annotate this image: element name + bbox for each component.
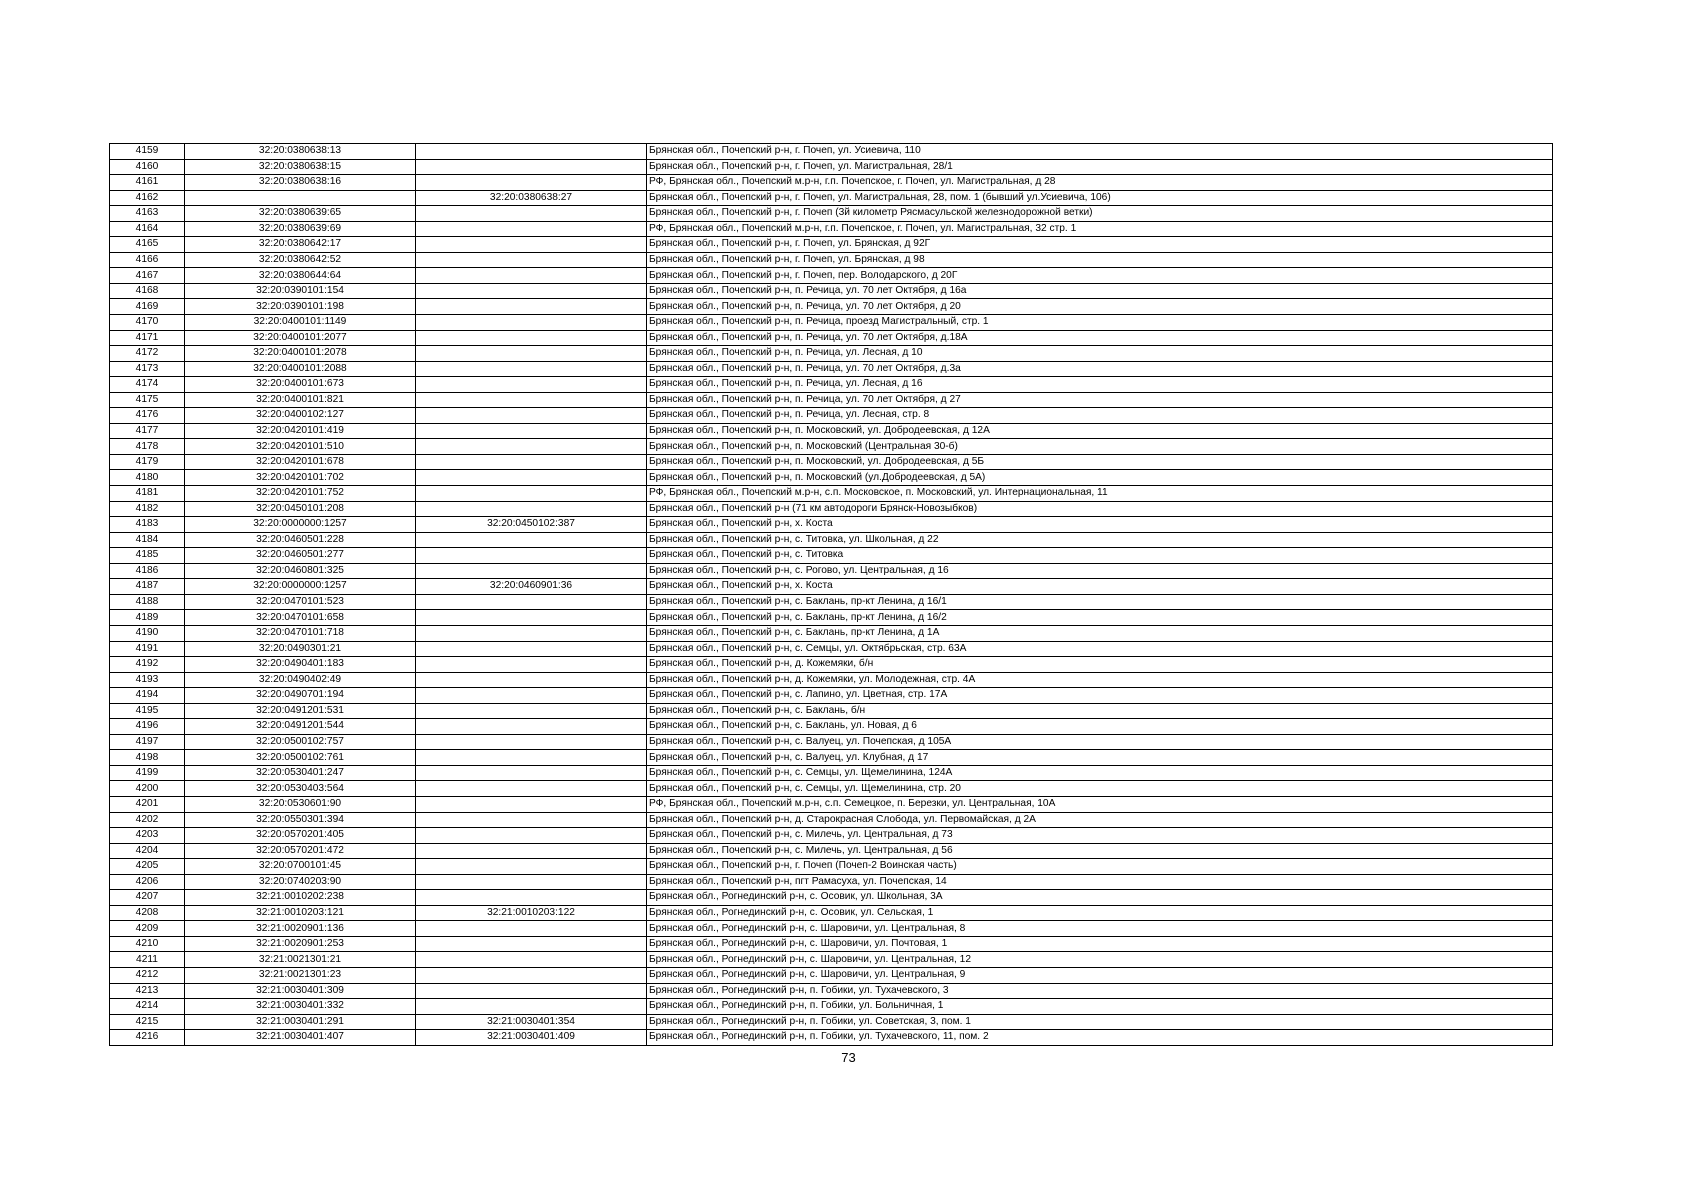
cadastral-number-cell: 32:20:0490402:49 (185, 672, 416, 688)
cadastral-number-cell: 32:20:0380644:64 (185, 268, 416, 284)
address-cell: Брянская обл., Почепский р-н, с. Милечь, ул. Центральная, д 73 (647, 828, 1553, 844)
address-cell: Брянская обл., Почепский р-н, с. Баклань, ул. Новая, д 6 (647, 719, 1553, 735)
cadastral-number-cell: 32:20:0530601:90 (185, 796, 416, 812)
page-number: 73 (841, 1050, 856, 1065)
parent-cadastral-number-cell (416, 548, 647, 564)
cadastral-number-cell: 32:20:0380638:13 (185, 144, 416, 160)
parent-cadastral-number-cell (416, 532, 647, 548)
address-cell: Брянская обл., Почепский р-н, пгт Рамасуха, ул. Почепская, 14 (647, 874, 1553, 890)
address-cell: Брянская обл., Почепский р-н, с. Баклань, пр-кт Ленина, д 16/2 (647, 610, 1553, 626)
cadastral-number-cell: 32:20:0700101:45 (185, 859, 416, 875)
address-cell: РФ, Брянская обл., Почепский м.р-н, с.п. Московское, п. Московский, ул. Интернациональная, 11 (647, 486, 1553, 502)
table-row (110, 796, 1553, 812)
parent-cadastral-number-cell (416, 221, 647, 237)
table-row (110, 252, 1553, 268)
cadastral-number-cell: 32:20:0490301:21 (185, 641, 416, 657)
address-cell: Брянская обл., Почепский р-н, п. Речица, ул. 70 лет Октября, д 27 (647, 392, 1553, 408)
row-number-cell: 4189 (110, 610, 185, 626)
parent-cadastral-number-cell (416, 952, 647, 968)
table-row (110, 952, 1553, 968)
parent-cadastral-number-cell (416, 967, 647, 983)
table-row (110, 439, 1553, 455)
parent-cadastral-number-cell: 32:20:0460901:36 (416, 579, 647, 595)
parent-cadastral-number-cell: 32:21:0030401:409 (416, 1030, 647, 1046)
table-row (110, 346, 1553, 362)
row-number-cell: 4163 (110, 206, 185, 222)
table-row (110, 579, 1553, 595)
table-row (110, 812, 1553, 828)
cadastral-number-cell: 32:20:0570201:405 (185, 828, 416, 844)
table-row (110, 315, 1553, 331)
parent-cadastral-number-cell (416, 657, 647, 673)
address-cell: Брянская обл., Почепский р-н, п. Московский, ул. Добродеевская, д 12А (647, 423, 1553, 439)
address-cell: Брянская обл., Почепский р-н, п. Речица, ул. 70 лет Октября, д 20 (647, 299, 1553, 315)
row-number-cell: 4162 (110, 190, 185, 206)
row-number-cell: 4194 (110, 688, 185, 704)
parent-cadastral-number-cell (416, 828, 647, 844)
row-number-cell: 4168 (110, 283, 185, 299)
cadastral-number-cell: 32:20:0390101:154 (185, 283, 416, 299)
cadastral-number-cell: 32:20:0470101:523 (185, 594, 416, 610)
cadastral-number-cell: 32:21:0021301:21 (185, 952, 416, 968)
parent-cadastral-number-cell (416, 781, 647, 797)
table-row (110, 423, 1553, 439)
row-number-cell: 4188 (110, 594, 185, 610)
cadastral-number-cell: 32:20:0491201:531 (185, 703, 416, 719)
row-number-cell: 4209 (110, 921, 185, 937)
table-row (110, 299, 1553, 315)
parent-cadastral-number-cell (416, 361, 647, 377)
row-number-cell: 4204 (110, 843, 185, 859)
address-cell: Брянская обл., Почепский р-н, х. Коста (647, 579, 1553, 595)
address-cell: Брянская обл., Почепский р-н, п. Московский (ул.Добродеевская, д 5А) (647, 470, 1553, 486)
table-row (110, 532, 1553, 548)
row-number-cell: 4164 (110, 221, 185, 237)
row-number-cell: 4170 (110, 315, 185, 331)
row-number-cell: 4191 (110, 641, 185, 657)
parent-cadastral-number-cell (416, 237, 647, 253)
row-number-cell: 4211 (110, 952, 185, 968)
parent-cadastral-number-cell (416, 392, 647, 408)
row-number-cell: 4198 (110, 750, 185, 766)
table-row (110, 517, 1553, 533)
address-cell: Брянская обл., Почепский р-н, г. Почеп, ул. Магистральная, 28, пом. 1 (бывший ул.Усиевича, 106) (647, 190, 1553, 206)
row-number-cell: 4195 (110, 703, 185, 719)
parent-cadastral-number-cell (416, 594, 647, 610)
address-cell: Брянская обл., Почепский р-н, с. Валуец, ул. Клубная, д 17 (647, 750, 1553, 766)
row-number-cell: 4176 (110, 408, 185, 424)
address-cell: Брянская обл., Почепский р-н, п. Речица, ул. 70 лет Октября, д.3а (647, 361, 1553, 377)
address-cell: Брянская обл., Почепский р-н, г. Почеп, ул. Брянская, д 98 (647, 252, 1553, 268)
address-cell: Брянская обл., Почепский р-н, п. Речица, ул. Лесная, д 16 (647, 377, 1553, 393)
cadastral-number-cell: 32:21:0010202:238 (185, 890, 416, 906)
table-row (110, 921, 1553, 937)
parent-cadastral-number-cell (416, 874, 647, 890)
row-number-cell: 4193 (110, 672, 185, 688)
cadastral-number-cell: 32:20:0380639:69 (185, 221, 416, 237)
address-cell: Брянская обл., Почепский р-н, г. Почеп, ул. Усиевича, 110 (647, 144, 1553, 160)
row-number-cell: 4212 (110, 967, 185, 983)
parent-cadastral-number-cell (416, 501, 647, 517)
address-cell: Брянская обл., Почепский р-н, х. Коста (647, 517, 1553, 533)
row-number-cell: 4210 (110, 936, 185, 952)
table-row (110, 190, 1553, 206)
table-row (110, 657, 1553, 673)
address-cell: Брянская обл., Рогнединский р-н, с. Осовик, ул. Школьная, 3А (647, 890, 1553, 906)
cadastral-number-cell: 32:20:0530403:564 (185, 781, 416, 797)
cadastral-number-cell: 32:21:0020901:253 (185, 936, 416, 952)
address-cell: Брянская обл., Почепский р-н, с. Рогово, ул. Центральная, д 16 (647, 563, 1553, 579)
table-row (110, 734, 1553, 750)
table-row (110, 159, 1553, 175)
cadastral-number-cell: 32:20:0420101:678 (185, 454, 416, 470)
parent-cadastral-number-cell (416, 765, 647, 781)
cadastral-number-cell: 32:20:0530401:247 (185, 765, 416, 781)
row-number-cell: 4166 (110, 252, 185, 268)
table-row (110, 330, 1553, 346)
cadastral-number-cell: 32:20:0400101:2088 (185, 361, 416, 377)
parent-cadastral-number-cell (416, 252, 647, 268)
cadastral-number-cell: 32:20:0400101:2077 (185, 330, 416, 346)
row-number-cell: 4165 (110, 237, 185, 253)
row-number-cell: 4167 (110, 268, 185, 284)
row-number-cell: 4178 (110, 439, 185, 455)
cadastral-number-cell: 32:20:0491201:544 (185, 719, 416, 735)
address-cell: Брянская обл., Почепский р-н, п. Речица, ул. 70 лет Октября, д 16а (647, 283, 1553, 299)
table-row (110, 454, 1553, 470)
row-number-cell: 4182 (110, 501, 185, 517)
row-number-cell: 4171 (110, 330, 185, 346)
address-cell: Брянская обл., Почепский р-н (71 км автодороги Брянск-Новозыбков) (647, 501, 1553, 517)
parent-cadastral-number-cell (416, 377, 647, 393)
row-number-cell: 4185 (110, 548, 185, 564)
parent-cadastral-number-cell (416, 999, 647, 1015)
parent-cadastral-number-cell (416, 936, 647, 952)
cadastral-number-cell: 32:20:0460501:277 (185, 548, 416, 564)
parent-cadastral-number-cell (416, 486, 647, 502)
row-number-cell: 4160 (110, 159, 185, 175)
table-row (110, 486, 1553, 502)
parent-cadastral-number-cell (416, 610, 647, 626)
table-row (110, 859, 1553, 875)
row-number-cell: 4175 (110, 392, 185, 408)
row-number-cell: 4205 (110, 859, 185, 875)
cadastral-number-cell: 32:20:0400101:673 (185, 377, 416, 393)
address-cell: Брянская обл., Почепский р-н, с. Баклань, пр-кт Ленина, д 16/1 (647, 594, 1553, 610)
address-cell: Брянская обл., Почепский р-н, п. Московский (Центральная 30-б) (647, 439, 1553, 455)
row-number-cell: 4196 (110, 719, 185, 735)
parent-cadastral-number-cell (416, 144, 647, 160)
cadastral-number-cell: 32:20:0380638:16 (185, 175, 416, 191)
table-row (110, 392, 1553, 408)
address-cell: Брянская обл., Рогнединский р-н, п. Гобики, ул. Советская, 3, пом. 1 (647, 1014, 1553, 1030)
table-row (110, 563, 1553, 579)
parent-cadastral-number-cell (416, 206, 647, 222)
cadastral-number-cell: 32:20:0380639:65 (185, 206, 416, 222)
parent-cadastral-number-cell (416, 890, 647, 906)
table-row (110, 672, 1553, 688)
address-cell: Брянская обл., Почепский р-н, п. Речица, ул. Лесная, д 10 (647, 346, 1553, 362)
address-cell: Брянская обл., Почепский р-н, г. Почеп, ул. Брянская, д 92Г (647, 237, 1553, 253)
parent-cadastral-number-cell (416, 859, 647, 875)
row-number-cell: 4207 (110, 890, 185, 906)
table-row (110, 594, 1553, 610)
address-cell: Брянская обл., Почепский р-н, п. Речица, проезд Магистральный, стр. 1 (647, 315, 1553, 331)
cadastral-number-cell: 32:21:0030401:309 (185, 983, 416, 999)
address-cell: Брянская обл., Рогнединский р-н, п. Гобики, ул. Больничная, 1 (647, 999, 1553, 1015)
row-number-cell: 4177 (110, 423, 185, 439)
cadastral-number-cell: 32:20:0390101:198 (185, 299, 416, 315)
address-cell: Брянская обл., Почепский р-н, с. Титовка, ул. Школьная, д 22 (647, 532, 1553, 548)
parent-cadastral-number-cell (416, 750, 647, 766)
address-cell: РФ, Брянская обл., Почепский м.р-н, г.п. Почепское, г. Почеп, ул. Магистральная, 32 стр. 1 (647, 221, 1553, 237)
cadastral-number-cell: 32:20:0380642:52 (185, 252, 416, 268)
parent-cadastral-number-cell (416, 843, 647, 859)
row-number-cell: 4173 (110, 361, 185, 377)
row-number-cell: 4187 (110, 579, 185, 595)
table-row (110, 283, 1553, 299)
cadastral-number-cell: 32:20:0380638:15 (185, 159, 416, 175)
cadastral-number-cell: 32:20:0420101:510 (185, 439, 416, 455)
table-row (110, 548, 1553, 564)
cadastral-number-cell: 32:20:0500102:757 (185, 734, 416, 750)
address-cell: Брянская обл., Почепский р-н, с. Лапино, ул. Цветная, стр. 17А (647, 688, 1553, 704)
address-cell: Брянская обл., Почепский р-н, д. Кожемяки, б/н (647, 657, 1553, 673)
row-number-cell: 4161 (110, 175, 185, 191)
row-number-cell: 4190 (110, 625, 185, 641)
table-row (110, 905, 1553, 921)
cadastral-number-cell: 32:20:0470101:718 (185, 625, 416, 641)
parent-cadastral-number-cell (416, 734, 647, 750)
property-table (109, 143, 1553, 1046)
cadastral-number-cell: 32:20:0400102:127 (185, 408, 416, 424)
address-cell: Брянская обл., Рогнединский р-н, п. Гобики, ул. Тухачевского, 11, пом. 2 (647, 1030, 1553, 1046)
cadastral-number-cell: 32:21:0030401:291 (185, 1014, 416, 1030)
table-row (110, 874, 1553, 890)
table-row (110, 470, 1553, 486)
cadastral-number-cell: 32:20:0460801:325 (185, 563, 416, 579)
cadastral-number-cell: 32:20:0380642:17 (185, 237, 416, 253)
cadastral-number-cell: 32:21:0020901:136 (185, 921, 416, 937)
parent-cadastral-number-cell (416, 315, 647, 331)
table-row (110, 843, 1553, 859)
cadastral-number-cell: 32:20:0000000:1257 (185, 517, 416, 533)
row-number-cell: 4183 (110, 517, 185, 533)
parent-cadastral-number-cell (416, 268, 647, 284)
row-number-cell: 4184 (110, 532, 185, 548)
parent-cadastral-number-cell (416, 175, 647, 191)
row-number-cell: 4199 (110, 765, 185, 781)
parent-cadastral-number-cell (416, 330, 647, 346)
address-cell: Брянская обл., Почепский р-н, г. Почеп, пер. Володарского, д 20Г (647, 268, 1553, 284)
table-row (110, 983, 1553, 999)
row-number-cell: 4213 (110, 983, 185, 999)
table-row (110, 999, 1553, 1015)
table-row (110, 765, 1553, 781)
parent-cadastral-number-cell (416, 983, 647, 999)
row-number-cell: 4203 (110, 828, 185, 844)
parent-cadastral-number-cell (416, 346, 647, 362)
cadastral-number-cell: 32:20:0420101:419 (185, 423, 416, 439)
table-row (110, 361, 1553, 377)
parent-cadastral-number-cell (416, 796, 647, 812)
address-cell: РФ, Брянская обл., Почепский м.р-н, с.п. Семецкое, п. Березки, ул. Центральная, 10А (647, 796, 1553, 812)
cadastral-number-cell: 32:20:0470101:658 (185, 610, 416, 626)
table-row (110, 625, 1553, 641)
property-table-body (110, 144, 1553, 1046)
table-row (110, 206, 1553, 222)
address-cell: Брянская обл., Почепский р-н, п. Речица, ул. 70 лет Октября, д.18А (647, 330, 1553, 346)
cadastral-number-cell: 32:20:0000000:1257 (185, 579, 416, 595)
cadastral-number-cell: 32:20:0490401:183 (185, 657, 416, 673)
table-row (110, 501, 1553, 517)
address-cell: Брянская обл., Почепский р-н, с. Семцы, ул. Октябрьская, стр. 63А (647, 641, 1553, 657)
table-row (110, 268, 1553, 284)
table-row (110, 781, 1553, 797)
cadastral-number-cell: 32:21:0030401:407 (185, 1030, 416, 1046)
address-cell: Брянская обл., Почепский р-н, г. Почеп (Почеп-2 Воинская часть) (647, 859, 1553, 875)
row-number-cell: 4200 (110, 781, 185, 797)
address-cell: РФ, Брянская обл., Почепский м.р-н, г.п. Почепское, г. Почеп, ул. Магистральная, д 28 (647, 175, 1553, 191)
table-row (110, 1014, 1553, 1030)
cadastral-number-cell: 32:20:0570201:472 (185, 843, 416, 859)
table-row (110, 936, 1553, 952)
address-cell: Брянская обл., Почепский р-н, с. Баклань, пр-кт Ленина, д 1А (647, 625, 1553, 641)
row-number-cell: 4201 (110, 796, 185, 812)
address-cell: Брянская обл., Почепский р-н, с. Семцы, ул. Щемелинина, 124А (647, 765, 1553, 781)
row-number-cell: 4202 (110, 812, 185, 828)
cadastral-number-cell: 32:20:0400101:1149 (185, 315, 416, 331)
cadastral-number-cell: 32:20:0490701:194 (185, 688, 416, 704)
address-cell: Брянская обл., Почепский р-н, г. Почеп, ул. Магистральная, 28/1 (647, 159, 1553, 175)
table-row (110, 828, 1553, 844)
table-row (110, 1030, 1553, 1046)
address-cell: Брянская обл., Почепский р-н, с. Валуец, ул. Почепская, д 105А (647, 734, 1553, 750)
parent-cadastral-number-cell: 32:20:0380638:27 (416, 190, 647, 206)
address-cell: Брянская обл., Почепский р-н, с. Титовка (647, 548, 1553, 564)
parent-cadastral-number-cell (416, 470, 647, 486)
table-row (110, 890, 1553, 906)
address-cell: Брянская обл., Рогнединский р-н, с. Осовик, ул. Сельская, 1 (647, 905, 1553, 921)
table-row (110, 703, 1553, 719)
cadastral-number-cell: 32:21:0030401:332 (185, 999, 416, 1015)
table-row (110, 408, 1553, 424)
address-cell: Брянская обл., Рогнединский р-н, с. Шаровичи, ул. Центральная, 9 (647, 967, 1553, 983)
row-number-cell: 4180 (110, 470, 185, 486)
parent-cadastral-number-cell (416, 703, 647, 719)
parent-cadastral-number-cell (416, 159, 647, 175)
parent-cadastral-number-cell (416, 672, 647, 688)
address-cell: Брянская обл., Почепский р-н, д. Кожемяки, ул. Молодежная, стр. 4А (647, 672, 1553, 688)
cadastral-number-cell: 32:21:0021301:23 (185, 967, 416, 983)
cadastral-number-cell: 32:20:0420101:702 (185, 470, 416, 486)
row-number-cell: 4169 (110, 299, 185, 315)
parent-cadastral-number-cell (416, 283, 647, 299)
table-row (110, 688, 1553, 704)
cadastral-number-cell (185, 190, 416, 206)
address-cell: Брянская обл., Почепский р-н, с. Милечь, ул. Центральная, д 56 (647, 843, 1553, 859)
row-number-cell: 4214 (110, 999, 185, 1015)
cadastral-number-cell: 32:20:0400101:2078 (185, 346, 416, 362)
parent-cadastral-number-cell (416, 688, 647, 704)
parent-cadastral-number-cell (416, 439, 647, 455)
row-number-cell: 4197 (110, 734, 185, 750)
address-cell: Брянская обл., Почепский р-н, с. Семцы, ул. Щемелинина, стр. 20 (647, 781, 1553, 797)
address-cell: Брянская обл., Почепский р-н, п. Речица, ул. Лесная, стр. 8 (647, 408, 1553, 424)
address-cell: Брянская обл., Рогнединский р-н, п. Гобики, ул. Тухачевского, 3 (647, 983, 1553, 999)
table-row (110, 750, 1553, 766)
parent-cadastral-number-cell (416, 299, 647, 315)
parent-cadastral-number-cell (416, 408, 647, 424)
table-row (110, 641, 1553, 657)
address-cell: Брянская обл., Рогнединский р-н, с. Шаровичи, ул. Центральная, 8 (647, 921, 1553, 937)
row-number-cell: 4159 (110, 144, 185, 160)
address-cell: Брянская обл., Почепский р-н, п. Московский, ул. Добродеевская, д 5Б (647, 454, 1553, 470)
cadastral-number-cell: 32:20:0450101:208 (185, 501, 416, 517)
parent-cadastral-number-cell: 32:20:0450102:387 (416, 517, 647, 533)
row-number-cell: 4206 (110, 874, 185, 890)
row-number-cell: 4208 (110, 905, 185, 921)
row-number-cell: 4186 (110, 563, 185, 579)
cadastral-number-cell: 32:20:0500102:761 (185, 750, 416, 766)
table-row (110, 144, 1553, 160)
parent-cadastral-number-cell: 32:21:0030401:354 (416, 1014, 647, 1030)
address-cell: Брянская обл., Рогнединский р-н, с. Шаровичи, ул. Почтовая, 1 (647, 936, 1553, 952)
row-number-cell: 4215 (110, 1014, 185, 1030)
parent-cadastral-number-cell (416, 454, 647, 470)
table-row (110, 377, 1553, 393)
cadastral-number-cell: 32:20:0420101:752 (185, 486, 416, 502)
address-cell: Брянская обл., Почепский р-н, д. Старокрасная Слобода, ул. Первомайская, д 2А (647, 812, 1553, 828)
table-row (110, 175, 1553, 191)
parent-cadastral-number-cell (416, 641, 647, 657)
row-number-cell: 4192 (110, 657, 185, 673)
parent-cadastral-number-cell (416, 423, 647, 439)
parent-cadastral-number-cell (416, 812, 647, 828)
row-number-cell: 4172 (110, 346, 185, 362)
row-number-cell: 4216 (110, 1030, 185, 1046)
row-number-cell: 4181 (110, 486, 185, 502)
parent-cadastral-number-cell (416, 921, 647, 937)
cadastral-number-cell: 32:20:0460501:228 (185, 532, 416, 548)
parent-cadastral-number-cell (416, 719, 647, 735)
parent-cadastral-number-cell: 32:21:0010203:122 (416, 905, 647, 921)
parent-cadastral-number-cell (416, 625, 647, 641)
table-row (110, 719, 1553, 735)
table-row (110, 610, 1553, 626)
address-cell: Брянская обл., Почепский р-н, г. Почеп (3й километр Рясмасульской железнодорожной ветки) (647, 206, 1553, 222)
table-row (110, 221, 1553, 237)
parent-cadastral-number-cell (416, 563, 647, 579)
row-number-cell: 4174 (110, 377, 185, 393)
address-cell: Брянская обл., Почепский р-н, с. Баклань, б/н (647, 703, 1553, 719)
cadastral-number-cell: 32:21:0010203:121 (185, 905, 416, 921)
address-cell: Брянская обл., Рогнединский р-н, с. Шаровичи, ул. Центральная, 12 (647, 952, 1553, 968)
cadastral-number-cell: 32:20:0400101:821 (185, 392, 416, 408)
table-row (110, 237, 1553, 253)
row-number-cell: 4179 (110, 454, 185, 470)
table-row (110, 967, 1553, 983)
cadastral-number-cell: 32:20:0740203:90 (185, 874, 416, 890)
cadastral-number-cell: 32:20:0550301:394 (185, 812, 416, 828)
